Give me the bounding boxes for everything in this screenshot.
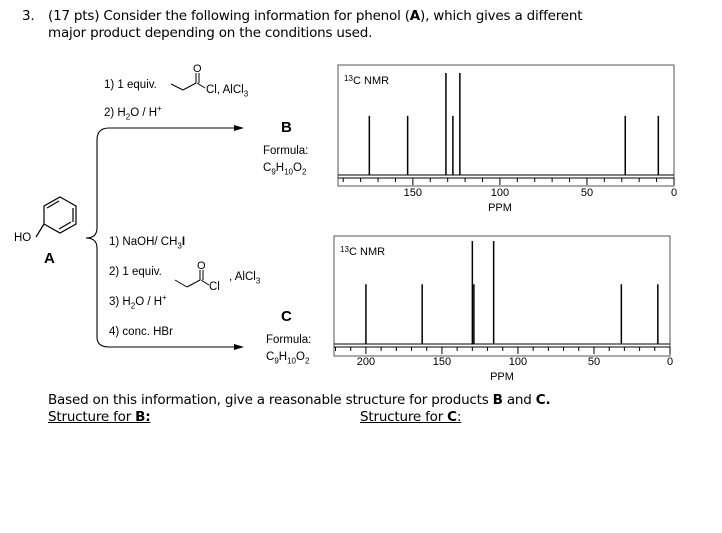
svg-text:13: 13 — [344, 74, 353, 83]
route-c-step-2-cl: Cl — [209, 281, 220, 293]
product-b-label: B — [281, 119, 292, 136]
axis-tick-label: 100 — [490, 187, 510, 199]
axis-tick-label: 0 — [670, 187, 678, 199]
route-b-step-2: 2) $H_2O / H^+$ — [104, 104, 162, 122]
x-axis-label: PPM — [490, 371, 514, 383]
question-points: (17 pts) — [48, 8, 100, 24]
route-c-step-3: 3) $H_2O / H^+$ — [109, 293, 167, 311]
axis-tick-label: 150 — [432, 356, 452, 368]
nmr-chart-c — [334, 236, 673, 383]
axis-tick-label: 100 — [508, 356, 528, 368]
answer-label-c: Structure for C: — [360, 409, 462, 425]
carbonyl-o-label: O — [193, 63, 202, 75]
carbonyl-o-label: O — [197, 260, 206, 272]
route-c-step-1: 1) NaOH/ $CH_3I$ — [109, 236, 186, 251]
propanoyl-chloride-icon — [171, 73, 205, 90]
chart-title: C NMR — [349, 246, 386, 258]
question-intro: (17 pts) Consider the following information for phenol (A), which gives a different major product depending on the conditions used. — [48, 8, 583, 41]
axis-tick-label: 0 — [666, 356, 674, 368]
product-c-formula: Formula: $C_9H_{10}O_2$ — [266, 334, 312, 366]
chart-title: C NMR — [353, 75, 390, 87]
axis-tick-label: 50 — [587, 356, 601, 368]
starting-material-label: A — [44, 250, 55, 267]
axis-tick-label: 50 — [580, 187, 594, 199]
route-b-step-1: 1) 1 equiv. — [104, 79, 157, 91]
route-b-step-1-reagent: Cl, AlCl$_3$ — [206, 84, 249, 99]
axis-tick-label: 200 — [356, 356, 376, 368]
hydroxyl-label: HO — [14, 232, 32, 244]
nmr-chart-b — [338, 65, 677, 214]
phenol-structure — [36, 197, 76, 237]
instructions: Based on this information, give a reasonable structure for products B and C. — [48, 392, 551, 408]
arrow-head-b — [234, 125, 244, 131]
route-c-step-2: 2) 1 equiv. — [109, 266, 162, 278]
arrow-head-c — [234, 344, 244, 350]
route-c-step-2-reagent: , AlCl$_3$ — [229, 271, 261, 286]
product-c-label: C — [281, 308, 292, 325]
route-c-step-4: 4) conc. HBr — [109, 326, 173, 338]
question-number: 3. — [22, 8, 35, 24]
svg-text:13: 13 — [340, 245, 349, 254]
product-b-formula: Formula: $C_9H_{10}O_2$ — [263, 145, 309, 177]
axis-tick-label: 150 — [403, 187, 423, 199]
propanoyl-chloride-icon — [175, 270, 209, 287]
answer-label-b: Structure for B: — [48, 409, 151, 425]
x-axis-label: PPM — [488, 202, 512, 214]
